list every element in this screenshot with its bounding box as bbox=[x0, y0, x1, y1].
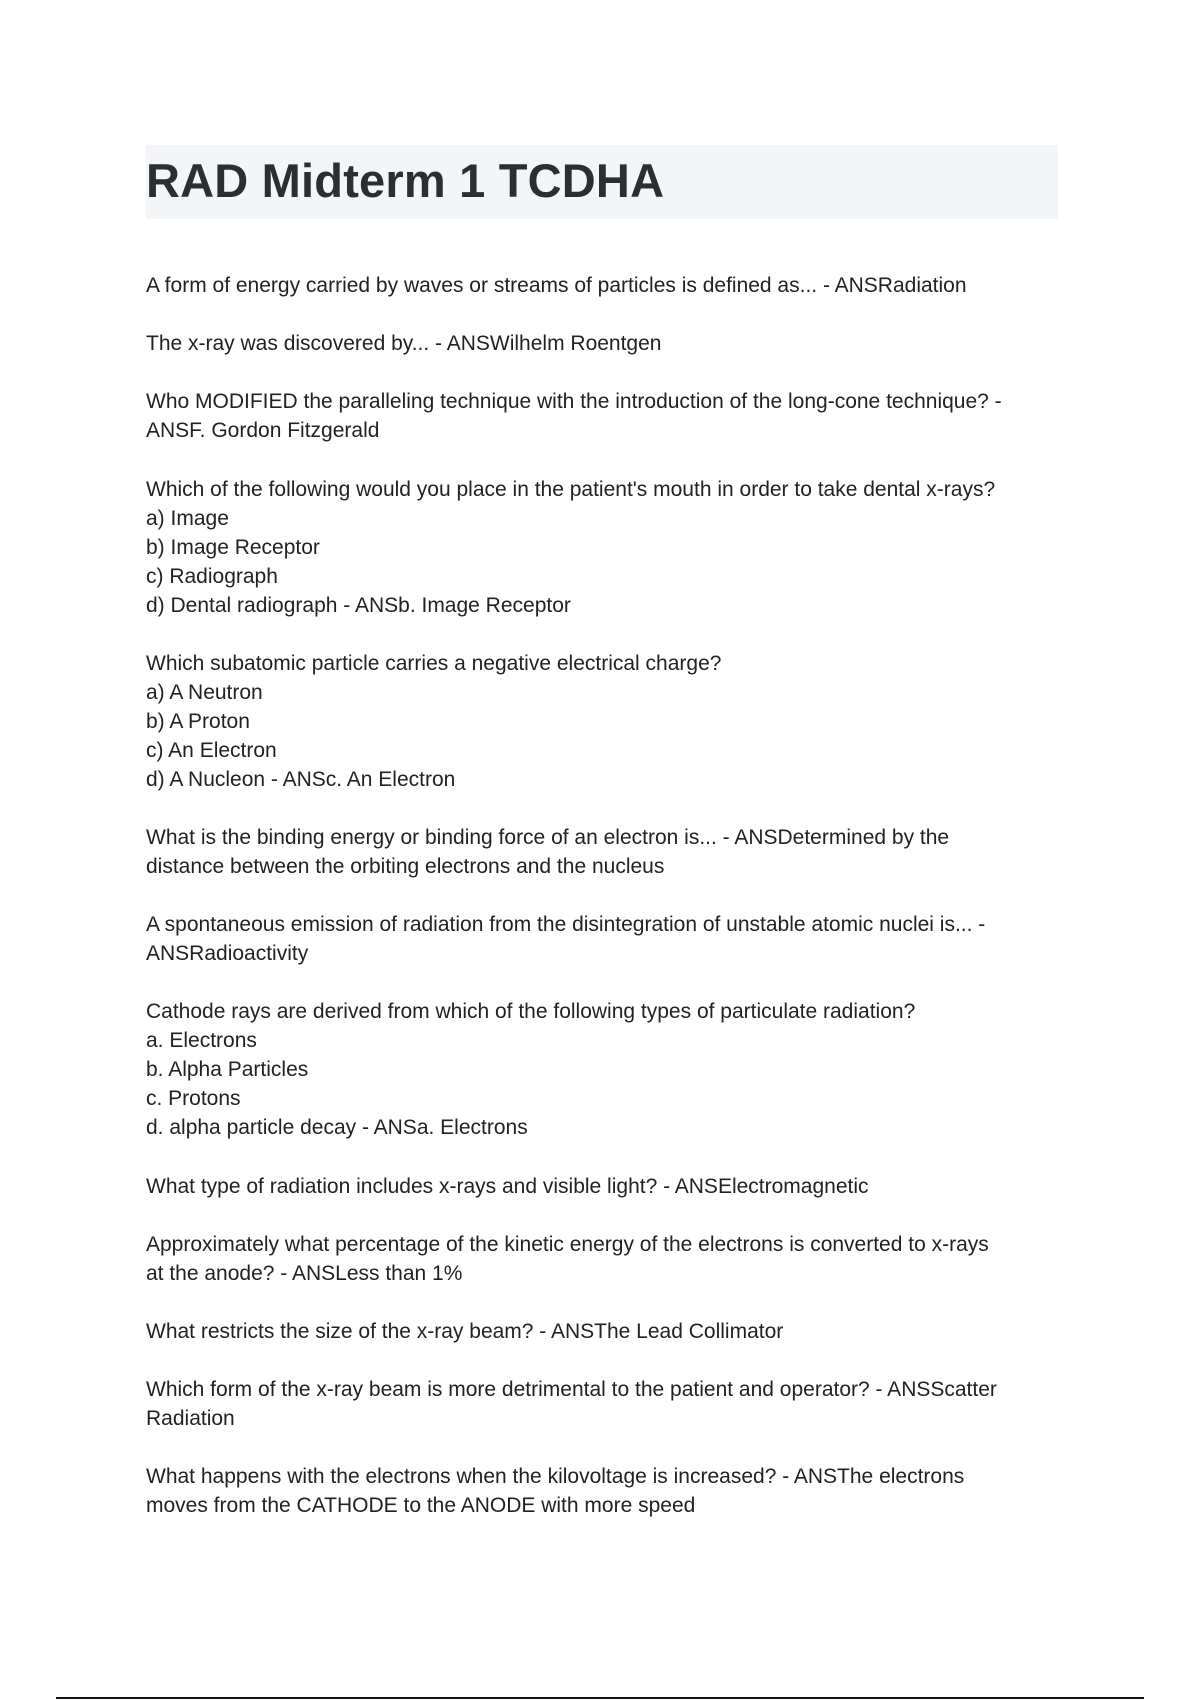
question-text: What type of radiation includes x-rays and visible light? - ANSElectromagnetic bbox=[146, 1174, 869, 1198]
footer-divider bbox=[56, 1697, 1144, 1699]
question-line: b. Alpha Particles bbox=[146, 1058, 309, 1082]
question-line: d) Dental radiograph - ANSb. Image Receptor bbox=[146, 593, 571, 617]
qa-item bbox=[146, 329, 1062, 358]
question-text: What restricts the size of the x-ray beam? - ANSThe Lead Collimator bbox=[146, 1319, 784, 1343]
question-text: What happens with the electrons when the kilovoltage is increased? - ANSThe electrons bbox=[146, 1465, 965, 1489]
question-text: The x-ray was discovered by... - ANSWilhelm Roentgen bbox=[146, 332, 662, 356]
question-text: Who MODIFIED the paralleling technique with the introduction of the long-cone technique? - bbox=[146, 390, 1002, 414]
question-line: b) A Proton bbox=[146, 709, 250, 733]
qa-list bbox=[146, 271, 1062, 1549]
question-text: A form of energy carried by waves or streams of particles is defined as... - ANSRadiation bbox=[146, 274, 967, 297]
question-line: d. alpha particle decay - ANSa. Electrons bbox=[146, 1116, 528, 1140]
question-line: a) A Neutron bbox=[146, 680, 263, 704]
qa-item bbox=[146, 1375, 1062, 1433]
qa-item bbox=[146, 1317, 1062, 1346]
question-line: at the anode? - ANSLess than 1% bbox=[146, 1261, 463, 1285]
qa-item bbox=[146, 1230, 1062, 1288]
qa-item bbox=[146, 823, 1062, 881]
question-line: ANSRadioactivity bbox=[146, 942, 309, 966]
qa-item bbox=[146, 649, 1062, 794]
qa-item bbox=[146, 997, 1062, 1142]
qa-item bbox=[146, 475, 1062, 620]
question-line: a) Image bbox=[146, 506, 229, 530]
question-text: What is the binding energy or binding force of an electron is... - ANSDetermined by the bbox=[146, 825, 950, 849]
question-line: b) Image Receptor bbox=[146, 535, 320, 559]
question-line: moves from the CATHODE to the ANODE with more speed bbox=[146, 1494, 696, 1518]
qa-item bbox=[146, 910, 1062, 968]
question-text: A spontaneous emission of radiation from the disintegration of unstable atomic nuclei is... - bbox=[146, 913, 986, 937]
qa-item bbox=[146, 1172, 1062, 1201]
question-text: Cathode rays are derived from which of the following types of particulate radiation? bbox=[146, 1000, 916, 1024]
question-text: Which of the following would you place in the patient's mouth in order to take dental x-rays? bbox=[146, 477, 996, 501]
question-line: ANSF. Gordon Fitzgerald bbox=[146, 419, 380, 443]
qa-item bbox=[146, 271, 1062, 300]
question-text: Which subatomic particle carries a negative electrical charge? bbox=[146, 651, 722, 675]
question-line: c) An Electron bbox=[146, 738, 277, 762]
question-line: distance between the orbiting electrons and the nucleus bbox=[146, 854, 665, 878]
title-banner bbox=[146, 145, 1058, 219]
question-line: a. Electrons bbox=[146, 1029, 257, 1053]
question-line: c) Radiograph bbox=[146, 564, 278, 588]
qa-item bbox=[146, 387, 1062, 445]
question-line: c. Protons bbox=[146, 1087, 241, 1111]
question-line: Radiation bbox=[146, 1407, 235, 1431]
question-text: Approximately what percentage of the kinetic energy of the electrons is converted to x-rays bbox=[146, 1232, 989, 1256]
question-line: d) A Nucleon - ANSc. An Electron bbox=[146, 767, 456, 791]
document-title: RAD Midterm 1 TCDHA bbox=[146, 154, 665, 207]
qa-item bbox=[146, 1462, 1062, 1520]
question-text: Which form of the x-ray beam is more detrimental to the patient and operator? - ANSScatter bbox=[146, 1378, 997, 1402]
